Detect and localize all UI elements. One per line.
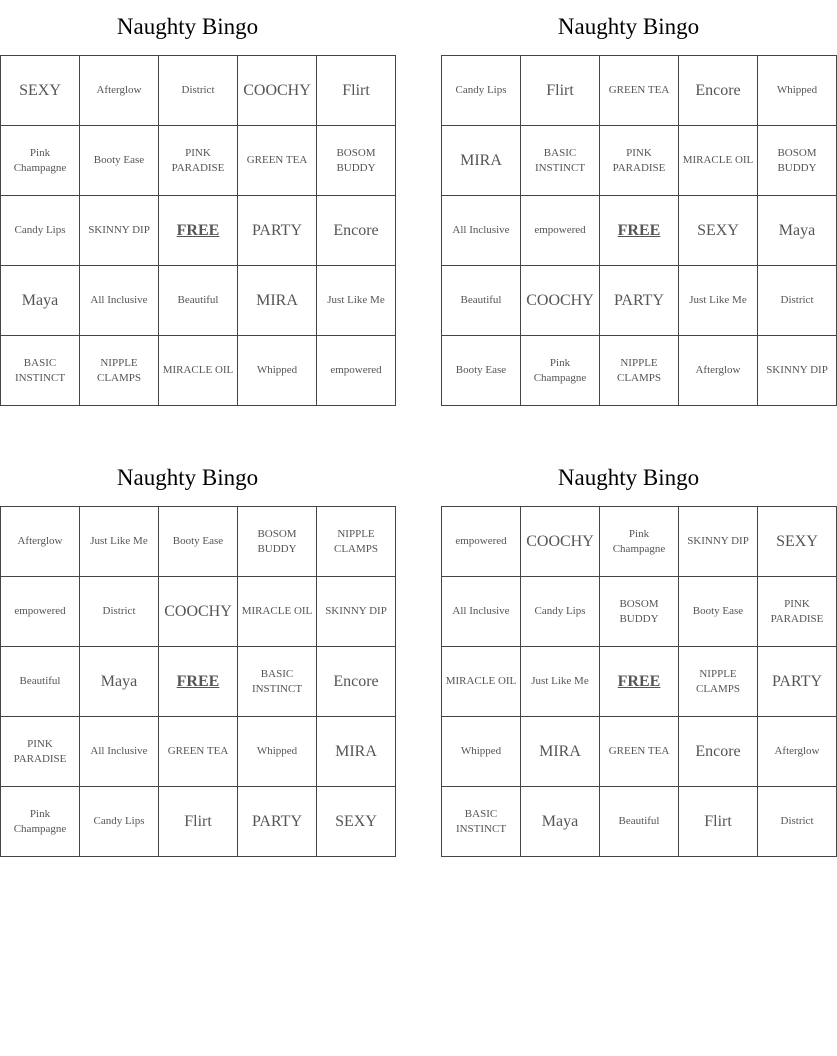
bingo-grid <box>441 506 837 857</box>
bingo-cell: Booty Ease <box>159 507 238 577</box>
bingo-cell: Candy Lips <box>521 577 600 647</box>
bingo-cell: Encore <box>679 717 758 787</box>
bingo-cell: MIRACLE OIL <box>159 336 238 406</box>
bingo-cell: BOSOM BUDDY <box>600 577 679 647</box>
bingo-cell: SEXY <box>317 787 396 857</box>
bingo-cell: PARTY <box>758 647 837 717</box>
bingo-cell: Maya <box>1 266 80 336</box>
bingo-cell: PINK PARADISE <box>600 126 679 196</box>
bingo-cell: Pink Champagne <box>1 787 80 857</box>
bingo-card-3 <box>0 451 387 857</box>
bingo-cell: SEXY <box>1 56 80 126</box>
bingo-card-2 <box>441 0 828 406</box>
bingo-cell: COOCHY <box>238 56 317 126</box>
bingo-cell: GREEN TEA <box>600 717 679 787</box>
card-title: Naughty Bingo <box>557 14 700 39</box>
bingo-grid <box>441 55 837 406</box>
bingo-cell: MIRA <box>317 717 396 787</box>
bingo-cell: NIPPLE CLAMPS <box>317 507 396 577</box>
bingo-cell: SKINNY DIP <box>679 507 758 577</box>
bingo-cell: Afterglow <box>758 717 837 787</box>
bingo-cell: Flirt <box>317 56 396 126</box>
bingo-cell: GREEN TEA <box>159 717 238 787</box>
bingo-cell: NIPPLE CLAMPS <box>600 336 679 406</box>
bingo-cell: Just Like Me <box>679 266 758 336</box>
bingo-cell: MIRACLE OIL <box>679 126 758 196</box>
bingo-cell: BOSOM BUDDY <box>238 507 317 577</box>
bingo-cell: PINK PARADISE <box>758 577 837 647</box>
bingo-cell: All Inclusive <box>80 266 159 336</box>
bingo-cell: empowered <box>521 196 600 266</box>
bingo-cell: BASIC INSTINCT <box>238 647 317 717</box>
bingo-cell: COOCHY <box>159 577 238 647</box>
bingo-cell: PARTY <box>238 196 317 266</box>
bingo-cell: Maya <box>80 647 159 717</box>
bingo-cell: Afterglow <box>1 507 80 577</box>
card-title: Naughty Bingo <box>557 465 700 490</box>
bingo-cell: MIRA <box>521 717 600 787</box>
bingo-cell: MIRA <box>238 266 317 336</box>
bingo-cell: Just Like Me <box>521 647 600 717</box>
bingo-cell: PINK PARADISE <box>159 126 238 196</box>
bingo-cell: Just Like Me <box>317 266 396 336</box>
bingo-cell: SKINNY DIP <box>317 577 396 647</box>
bingo-cell: Candy Lips <box>442 56 521 126</box>
bingo-cell: SKINNY DIP <box>80 196 159 266</box>
bingo-cell: SEXY <box>679 196 758 266</box>
bingo-cell: GREEN TEA <box>600 56 679 126</box>
bingo-cell: BASIC INSTINCT <box>442 787 521 857</box>
card-title: Naughty Bingo <box>116 14 259 39</box>
bingo-cell: Flirt <box>159 787 238 857</box>
bingo-cell: NIPPLE CLAMPS <box>80 336 159 406</box>
bingo-cell: BOSOM BUDDY <box>758 126 837 196</box>
bingo-cell: All Inclusive <box>442 196 521 266</box>
bingo-cell: Afterglow <box>679 336 758 406</box>
bingo-cell: Encore <box>317 647 396 717</box>
free-space: FREE <box>159 196 238 266</box>
bingo-cell: All Inclusive <box>442 577 521 647</box>
bingo-grid <box>0 55 396 406</box>
bingo-cell: Maya <box>758 196 837 266</box>
bingo-cell: Pink Champagne <box>521 336 600 406</box>
bingo-cell: Candy Lips <box>80 787 159 857</box>
bingo-cell: Afterglow <box>80 56 159 126</box>
bingo-cell: Beautiful <box>1 647 80 717</box>
bingo-cell: MIRACLE OIL <box>442 647 521 717</box>
bingo-cell: BASIC INSTINCT <box>521 126 600 196</box>
bingo-cell: BASIC INSTINCT <box>1 336 80 406</box>
bingo-cell: empowered <box>317 336 396 406</box>
bingo-cell: Flirt <box>679 787 758 857</box>
bingo-cell: Beautiful <box>159 266 238 336</box>
bingo-cell: GREEN TEA <box>238 126 317 196</box>
bingo-cell: Booty Ease <box>442 336 521 406</box>
bingo-cell: COOCHY <box>521 507 600 577</box>
bingo-cell: Whipped <box>758 56 837 126</box>
bingo-cell: empowered <box>442 507 521 577</box>
bingo-cell: Pink Champagne <box>600 507 679 577</box>
bingo-grid <box>0 506 396 857</box>
bingo-card-4 <box>441 451 824 857</box>
bingo-cell: Whipped <box>238 717 317 787</box>
bingo-cell: BOSOM BUDDY <box>317 126 396 196</box>
bingo-cell: PARTY <box>238 787 317 857</box>
bingo-cell: MIRA <box>442 126 521 196</box>
bingo-cell: Pink Champagne <box>1 126 80 196</box>
bingo-cell: Whipped <box>442 717 521 787</box>
bingo-cell: District <box>758 266 837 336</box>
bingo-cell: PARTY <box>600 266 679 336</box>
bingo-cell: COOCHY <box>521 266 600 336</box>
bingo-card-1 <box>0 0 385 406</box>
bingo-cell: District <box>159 56 238 126</box>
bingo-cell: SEXY <box>758 507 837 577</box>
bingo-cell: All Inclusive <box>80 717 159 787</box>
bingo-cell: Maya <box>521 787 600 857</box>
bingo-cell: Encore <box>679 56 758 126</box>
bingo-cell: District <box>80 577 159 647</box>
bingo-cell: Booty Ease <box>80 126 159 196</box>
bingo-cell: empowered <box>1 577 80 647</box>
bingo-cell: MIRACLE OIL <box>238 577 317 647</box>
bingo-cell: SKINNY DIP <box>758 336 837 406</box>
bingo-cell: Encore <box>317 196 396 266</box>
free-space: FREE <box>600 196 679 266</box>
bingo-cell: PINK PARADISE <box>1 717 80 787</box>
bingo-cell: District <box>758 787 837 857</box>
bingo-cell: Candy Lips <box>1 196 80 266</box>
bingo-cell: Booty Ease <box>679 577 758 647</box>
bingo-cell: Just Like Me <box>80 507 159 577</box>
bingo-cell: Whipped <box>238 336 317 406</box>
free-space: FREE <box>600 647 679 717</box>
bingo-cell: Flirt <box>521 56 600 126</box>
bingo-cell: Beautiful <box>442 266 521 336</box>
card-title: Naughty Bingo <box>116 465 259 490</box>
bingo-cell: Beautiful <box>600 787 679 857</box>
bingo-cell: NIPPLE CLAMPS <box>679 647 758 717</box>
free-space: FREE <box>159 647 238 717</box>
